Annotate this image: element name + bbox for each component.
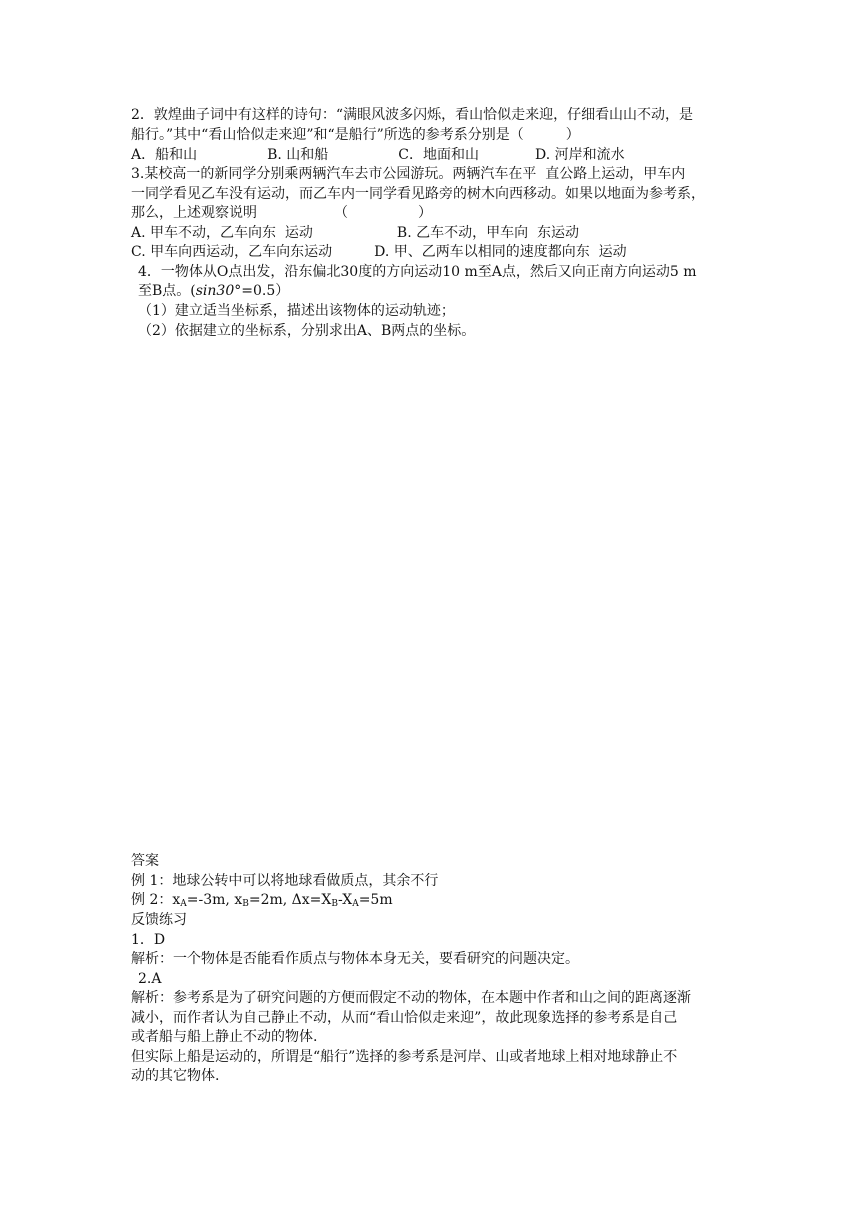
ex2-dx-mid: -X	[338, 892, 353, 908]
feedback-heading: 反馈练习	[131, 912, 187, 928]
answers-heading: 答案	[131, 853, 159, 869]
question-3-line-1: 3.某校高一的新同学分别乘两辆汽车去市公园游玩。两辆汽车在平 直公路上运动，甲车内	[131, 166, 686, 182]
answer-2-explanation-5: 动的其它物体.	[131, 1068, 220, 1084]
ex2-dx-sub-1: B	[331, 899, 338, 909]
sin-formula: sin30°	[195, 283, 242, 299]
answer-1: 1．D	[131, 932, 166, 948]
question-3-options-ab: A. 甲车不动，乙车向东 运动 B. 乙车不动，甲车向 东运动	[131, 225, 579, 241]
question-4-line-2	[138, 281, 289, 301]
ex2-xa-val: =-3m,	[186, 892, 235, 908]
ex2-prefix: 例 2：	[131, 892, 173, 908]
question-4-line-1: 4．一物体从O点出发，沿东偏北30度的方向运动10 m至A点，然后又向正南方向运动5 m	[138, 264, 697, 280]
answer-example-1: 例 1：地球公转中可以将地球看做质点，其余不行	[131, 873, 439, 889]
question-4-line-2-post: =0.5）	[241, 283, 290, 299]
ex2-dx-sub-2: A	[352, 899, 359, 909]
ex2-xa-sub: A	[180, 899, 187, 909]
ex2-dx-val: =5m	[358, 892, 393, 908]
answer-1-explanation: 解析：一个物体是否能看作质点与物体本身无关，要看研究的问题决定。	[131, 951, 579, 967]
question-3-line-3: 那么，上述观察说明 （ ）	[131, 205, 432, 221]
ex2-xa-var: x	[172, 892, 181, 908]
question-2-line-2: 船行。”其中“看山恰似走来迎”和“是船行”所选的参考系分别是（ ）	[131, 127, 580, 143]
answer-example-2	[131, 890, 393, 910]
answer-2-explanation-4: 但实际上船是运动的，所谓是“船行”选择的参考系是河岸、山或者地球上相对地球静止不	[131, 1049, 678, 1065]
ex2-xb-sub: B	[242, 899, 249, 909]
ex2-xb-var: x	[234, 892, 243, 908]
answer-2-explanation-2: 减小，而作者认为自己静止不动，从而“看山恰似走来迎”，故此现象选择的参考系是自己	[131, 1010, 678, 1026]
question-2-options: A．船和山 B. 山和船 C．地面和山 D. 河岸和流水	[131, 147, 625, 163]
question-2-line-1: 2．敦煌曲子词中有这样的诗句：“满眼风波多闪烁，看山恰似走来迎，仔细看山山不动，是	[131, 107, 694, 123]
question-4-part-1: （1）建立适当坐标系，描述出该物体的运动轨迹；	[138, 303, 455, 319]
question-3-options-cd: C. 甲车向西运动，乙车向东运动 D. 甲、乙两车以相同的速度都向东 运动	[131, 244, 627, 260]
question-4-line-2-pre: 至B点。(	[138, 283, 196, 299]
question-3-line-2: 一同学看见乙车没有运动，而乙车内一同学看见路旁的树木向西移动。如果以地面为参考系，	[131, 186, 705, 202]
answer-2-explanation-1: 解析：参考系是为了研究问题的方便而假定不动的物体，在本题中作者和山之间的距离逐渐	[131, 990, 691, 1006]
ex2-xb-val: =2m,	[248, 892, 292, 908]
answer-2-explanation-3: 或者船与船上静止不动的物体.	[131, 1029, 318, 1045]
answer-2: 2.A	[138, 971, 162, 987]
question-4-part-2: （2）依据建立的坐标系，分别求出A、B两点的坐标。	[138, 323, 476, 339]
ex2-dx-lhs: Δx=X	[291, 892, 332, 908]
